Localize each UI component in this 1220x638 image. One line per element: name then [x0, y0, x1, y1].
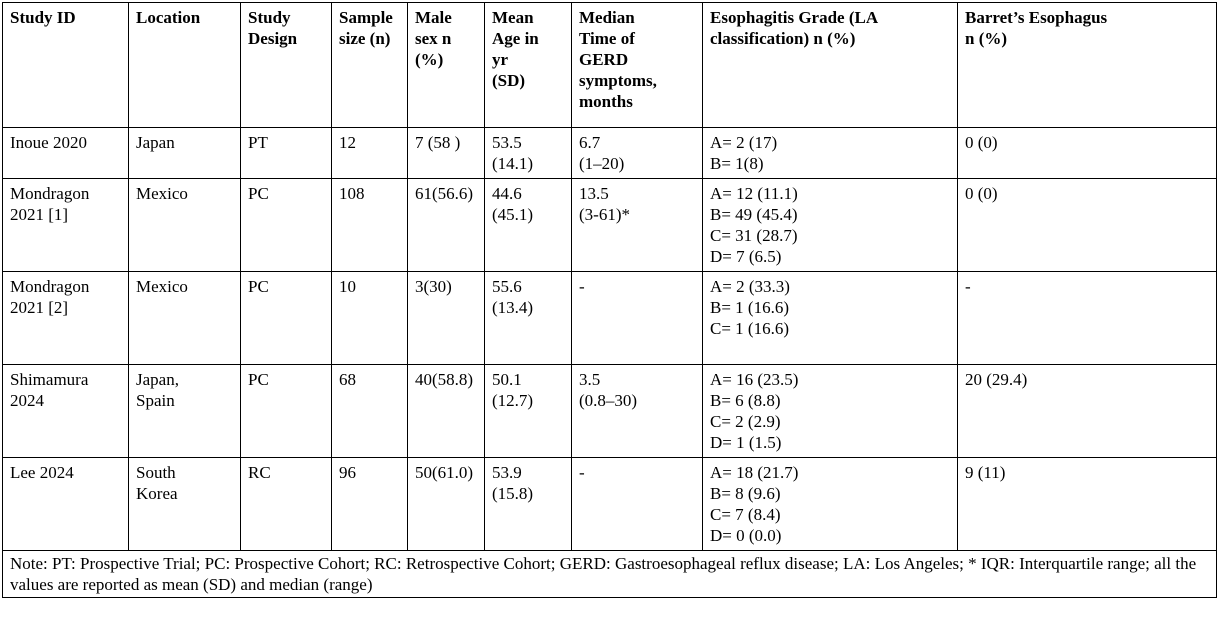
cell-grade: A= 2 (17) B= 1(8): [703, 128, 958, 179]
cell-age: 44.6 (45.1): [485, 179, 572, 272]
header-median-time: Median Time of GERD symptoms, months: [572, 3, 703, 128]
cell-design: PC: [241, 365, 332, 458]
table-row: [3, 128, 1217, 179]
cell-male: 50(61.0): [408, 458, 485, 551]
cell-sample: 68: [332, 365, 408, 458]
cell-study-id: Lee 2024: [3, 458, 129, 551]
cell-age: 53.5 (14.1): [485, 128, 572, 179]
cell-location: South Korea: [129, 458, 241, 551]
cell-median: 6.7 (1–20): [572, 128, 703, 179]
cell-location: Japan, Spain: [129, 365, 241, 458]
header-study-design: Study Design: [241, 3, 332, 128]
cell-sample: 10: [332, 272, 408, 365]
cell-design: PT: [241, 128, 332, 179]
cell-male: 40(58.8): [408, 365, 485, 458]
cell-design: PC: [241, 179, 332, 272]
cell-age: 50.1 (12.7): [485, 365, 572, 458]
cell-location: Mexico: [129, 272, 241, 365]
cell-age: 55.6 (13.4): [485, 272, 572, 365]
header-male-sex: Male sex n (%): [408, 3, 485, 128]
cell-grade: A= 2 (33.3) B= 1 (16.6) C= 1 (16.6): [703, 272, 958, 365]
cell-grade: A= 18 (21.7) B= 8 (9.6) C= 7 (8.4) D= 0 (0.0): [703, 458, 958, 551]
cell-location: Japan: [129, 128, 241, 179]
table-row: [3, 365, 1217, 458]
cell-barrett: 9 (11): [958, 458, 1217, 551]
cell-design: RC: [241, 458, 332, 551]
cell-sample: 96: [332, 458, 408, 551]
table-row: [3, 272, 1217, 365]
header-esophagitis-grade: Esophagitis Grade (LA classification) n (%): [703, 3, 958, 128]
header-sample-size: Sample size (n): [332, 3, 408, 128]
cell-sample: 108: [332, 179, 408, 272]
cell-design: PC: [241, 272, 332, 365]
cell-study-id: Inoue 2020: [3, 128, 129, 179]
cell-barrett: 20 (29.4): [958, 365, 1217, 458]
cell-grade: A= 12 (11.1) B= 49 (45.4) C= 31 (28.7) D= 7 (6.5): [703, 179, 958, 272]
cell-median: 3.5 (0.8–30): [572, 365, 703, 458]
header-barretts-esophagus: Barret’s Esophagus n (%): [958, 3, 1217, 128]
cell-male: 3(30): [408, 272, 485, 365]
cell-barrett: 0 (0): [958, 179, 1217, 272]
cell-median: -: [572, 272, 703, 365]
cell-study-id: Shimamura 2024: [3, 365, 129, 458]
cell-grade: A= 16 (23.5) B= 6 (8.8) C= 2 (2.9) D= 1 (1.5): [703, 365, 958, 458]
cell-age: 53.9 (15.8): [485, 458, 572, 551]
header-row: [3, 3, 1217, 128]
cell-male: 61(56.6): [408, 179, 485, 272]
note-row: [3, 551, 1217, 598]
cell-median: 13.5 (3-61)*: [572, 179, 703, 272]
cell-study-id: Mondragon 2021 [2]: [3, 272, 129, 365]
header-study-id: Study ID: [3, 3, 129, 128]
cell-male: 7 (58 ): [408, 128, 485, 179]
table-row: [3, 458, 1217, 551]
cell-median: -: [572, 458, 703, 551]
cell-sample: 12: [332, 128, 408, 179]
header-mean-age: Mean Age in yr (SD): [485, 3, 572, 128]
table-note: Note: PT: Prospective Trial; PC: Prospective Cohort; RC: Retrospective Cohort; GERD: Gastroesophageal reflux disease; LA: Los Angeles; * IQR: Interquartile range; all the values are reported as mean (SD) and median (range): [3, 551, 1217, 598]
study-characteristics-table: [2, 2, 1217, 598]
cell-location: Mexico: [129, 179, 241, 272]
cell-study-id: Mondragon 2021 [1]: [3, 179, 129, 272]
cell-barrett: -: [958, 272, 1217, 365]
cell-barrett: 0 (0): [958, 128, 1217, 179]
table-row: [3, 179, 1217, 272]
header-location: Location: [129, 3, 241, 128]
